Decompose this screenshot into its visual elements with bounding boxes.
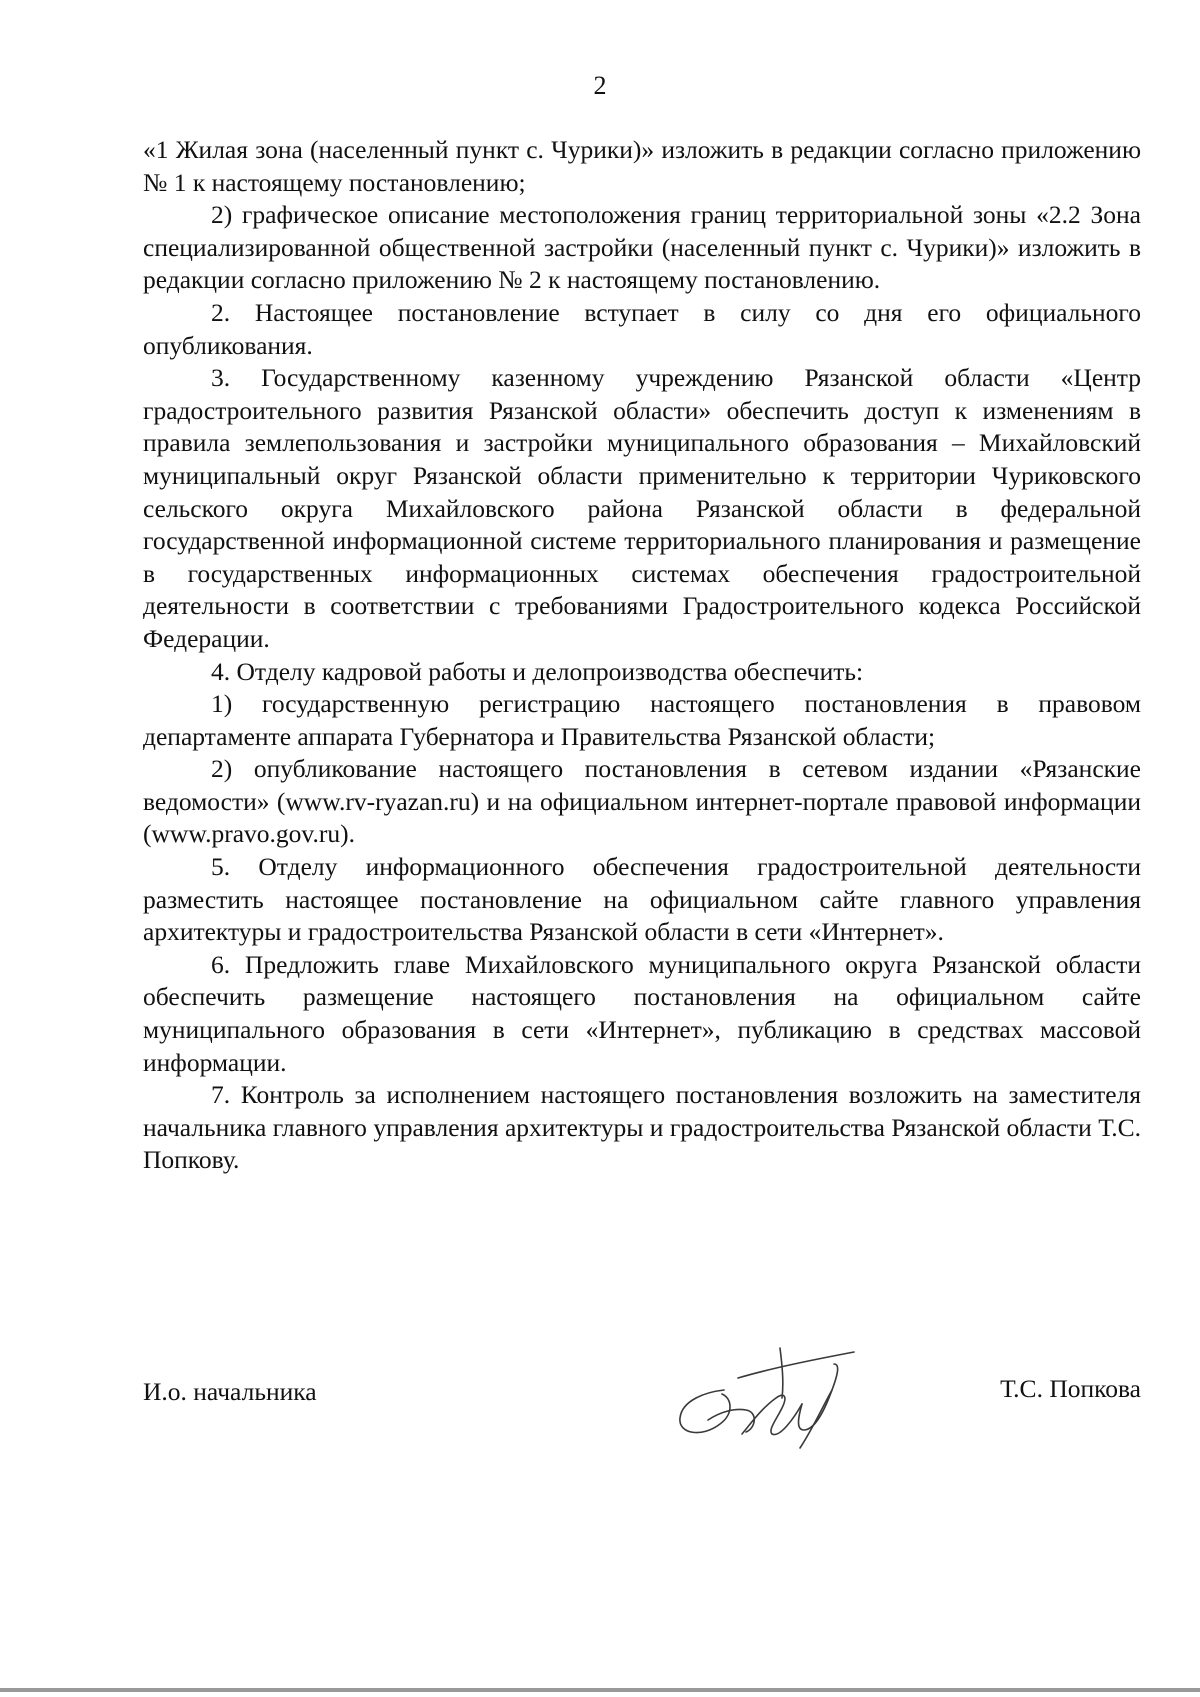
- page-number: 2: [593, 71, 607, 100]
- paragraph-item-2-effective-date: 2. Настоящее постановление вступает в силу со дня его официального опубликования.: [143, 297, 1141, 360]
- document-body: [143, 134, 1141, 1177]
- signature-position-label: И.о. начальника: [143, 1377, 317, 1406]
- paragraph-item-4-sub-2-publication: 2) опубликование настоящего постановления в сетевом издании «Рязанские ведомости» (www.rv-ryazan.ru) и на официальном интернет-портале правовой информации (www.pravo.gov.ru).: [143, 754, 1141, 849]
- paragraph-item-5-website: 5. Отделу информационного обеспечения градостроительной деятельности разместить настоящее постановление на официальном сайте главного управления архитектуры и градостроительства Рязанской области в сети «Интернет».: [143, 852, 1141, 947]
- signer-name: Т.С. Попкова: [1000, 1374, 1141, 1403]
- handwritten-signature: [672, 1338, 862, 1453]
- paragraph-item-4-sub-1-registration: 1) государственную регистрацию настоящего постановления в правовом департаменте аппарата Губернатора и Правительства Рязанской области;: [143, 689, 1141, 751]
- paragraph-item-4-records-dept: 4. Отделу кадровой работы и делопроизводства обеспечить:: [211, 656, 864, 686]
- paragraph-item-6-municipal-head: 6. Предложить главе Михайловского муниципального округа Рязанской области обеспечить размещение настоящего постановления на официальном сайте муниципального образования в сети «Интернет», публикацию в средствах массовой информации.: [143, 949, 1141, 1077]
- paragraph-item-7-control: 7. Контроль за исполнением настоящего постановления возложить на заместителя начальника главного управления архитектуры и градостроительства Рязанской области Т.С. Попкову.: [143, 1080, 1141, 1175]
- paragraph-zone-1-continuation: «1 Жилая зона (населенный пункт с. Чурики)» изложить в редакции согласно приложению № 1 к настоящему постановлению;: [143, 135, 1141, 197]
- paragraph-item-3-access: 3. Государственному казенному учреждению Рязанской области «Центр градостроительного развития Рязанской области» обеспечить доступ к изменениям в правила землепользования и застройки муниципального образования – Михайловский муниципальный округ Рязанской области применительно к территории Чуриковского сельского округа Михайловского района Рязанской области в федеральной государственной информационной системе территориального планирования и размещение в государственных информационных системах обеспечения градостроительной деятельности в соответствии с требованиями Градостроительного кодекса Российской Федерации.: [143, 363, 1141, 653]
- paragraph-subitem-2-zone-2-2: 2) графическое описание местоположения границ территориальной зоны «2.2 Зона специализированной общественной застройки (населенный пункт с. Чурики)» изложить в редакции согласно приложению № 2 к настоящему постановлению.: [143, 200, 1141, 295]
- scan-bottom-edge: [0, 1688, 1200, 1692]
